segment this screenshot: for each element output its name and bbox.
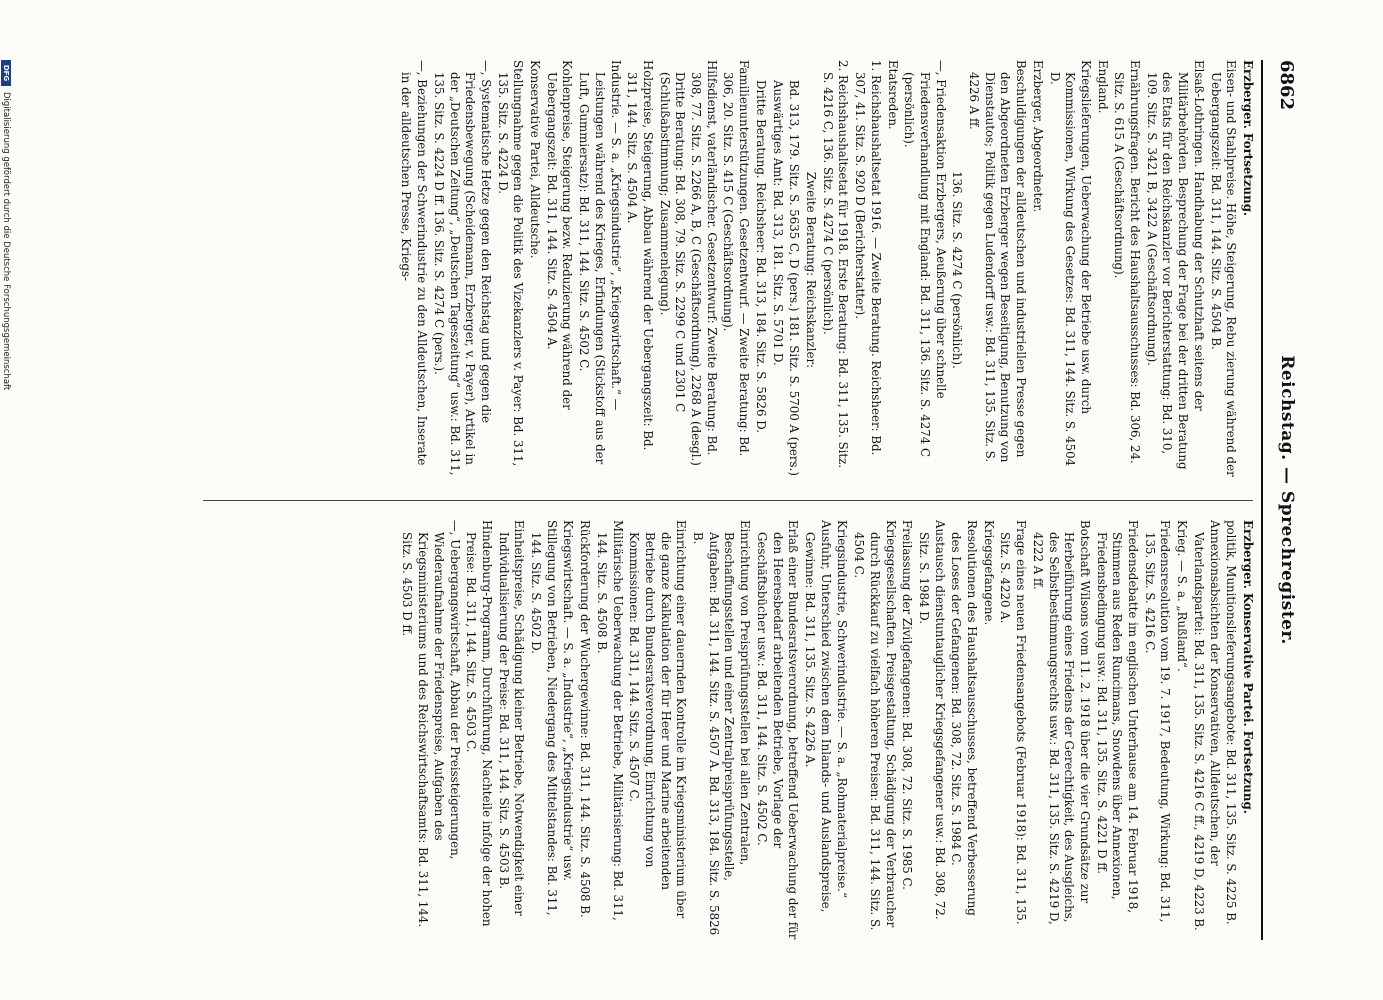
register-entry: Resolutionen des Haushaltsausschusses, betreffend Verbesserung des Loses der Gefangenen: Bd. 308, 72. Sitz. S. 1984 C. — [949, 520, 980, 916]
register-heading: Erzberger. Konservative Partei. Fortsetzung. — [1241, 520, 1255, 814]
register-entry: Bd. 313, 179. Sitz. S. 5635 C, D (pers.) 181. Sitz. S. 5700 A (pers.) — [787, 80, 802, 476]
running-title: Reichstag. — Sprechregister. — [1277, 355, 1297, 645]
register-entry: Rückforderung der Wuchergewinne: Bd. 311, 144. Sitz. S. 4508 B. — [578, 520, 593, 918]
register-entry: Botschaft Wilsons vom 11. 2. 1918 über die vier Grundsätze zur Herbeiführung eines Friedens der Gerechtigkeit, des Ausgleichs, des Selbstbestimmungsrechts usw.: Bd. 311, 135. Sitz. S. 4219 D, 4222 A ff. — [1030, 520, 1092, 925]
register-entry: Auswärtiges Amt: Bd. 313, 181. Sitz. S. 5701 D. — [770, 80, 785, 366]
register-entry: Dritte Beratung. Reichsheer: Bd. 313, 184. Sitz. S. 5826 D. — [753, 80, 768, 433]
register-entry: politik, Munitionslieferungsangebote: Bd. 311, 135. Sitz. S. 4225 B. — [1224, 520, 1239, 925]
register-entry: 1. Reichshaushaltsetat 1916. — Zweite Beratung. Reichsheer: Bd. 307, 41. Sitz. S. 920 D (Berichterstatter). — [853, 60, 883, 456]
register-entry: Einrichtung einer dauernden Kontrolle im Kriegsministerium über die ganze Kalkulation der für Heer und Marine arbeitenden Betriebe durch Bundesratsverordnung, Einrichtung von Kommissionen: Bd. 311, 144. Sitz. S. 4507 C. — [627, 520, 689, 919]
register-entry: Militärische Ueberwachung der Betriebe, Militärisierung: Bd. 311, 144. Sitz. S. 4508 B. — [594, 520, 625, 921]
register-entry: Hindenburg-Programm, Durchführung, Nachteile infolge der hohen Preise: Bd. 311, 144. Sitz. S. 4503 C. — [464, 520, 494, 927]
register-entry: Friedensdebatte im englischen Unterhause am 14. Februar 1918, Stimmen aus Reden Runcimans, Snowdens über Annexionen, Friedensbedingung usw.: Bd. 311, 135. Sitz. S. 4221 D ff. — [1094, 520, 1141, 913]
register-entry: —, Beziehungen der Schwerindustrie zu den Alldeutschen, Inserate in der alldeutschen Presse, Kriegs- — [399, 60, 430, 466]
register-entry: Industrie. — S. a. „Kriegsindustrie“, „Kriegswirtschaft.“ — Leistungen während des Krieges, Erfindungen (Stickstoff aus der Luft, Gummiersatz): Bd. 311, 144. Sitz. S. 4502 C. — [577, 60, 623, 465]
register-entry: Freilassung der Zivilgefangenen: Bd. 308, 72. Sitz. S. 1985 C. — [900, 520, 915, 890]
register-entry: Holzpreise, Steigerung, Abbau während der Uebergangszeit: Bd. 311, 144. Sitz. S. 4504 A. — [625, 60, 655, 451]
register-heading: Erzberger. Fortsetzung. — [1241, 60, 1255, 217]
register-entry: Ausfuhr, Unterschied zwischen dem Inlands- und Auslandspreise, Gewinne: Bd. 311, 135. Sitz. S. 4226 A. — [803, 520, 833, 913]
register-entry: Familienunterstützungen. Gesetzentwurf. — Zweite Beratung: Bd. 306, 20. Sitz. S. 415 C (Geschäftsordnung). — [721, 60, 752, 457]
column-divider — [203, 500, 1253, 501]
register-entry: Beschuldigungen der alldeutschen und industriellen Presse gegen den Abgeordneten Erzberger wegen Beseitigung, Benutzung von Dienstautos; Politik gegen Ludendorff usw.: Bd. 311, 135. Sitz. S. 4226 A ff. — [967, 60, 1029, 463]
right-column — [185, 520, 1255, 940]
register-entry: 2. Reichshaushaltsetat für 1918. Erste Beratung: Bd. 311, 135. Sitz. S. 4216 C, 136. Sitz. S. 4274 C (persönlich). — [820, 60, 851, 469]
register-entry: Erzberger, Abgeordneter. — [1030, 60, 1045, 213]
register-entry: Elsaß-Lothringen. Handhabung der Schutzhaft seitens der Militärbehörden. Besprechung der Frage bei der dritten Beratung des Etats für den Reichskanzler vor Berichterstattung: Bd. 310, 109. Sitz. S. 3421 B, 3422 A (Geschäftsordnung). — [1144, 60, 1206, 470]
dfg-logo: DFG — [1, 60, 11, 86]
register-entry: Einheitspreise, Schädigung kleiner Betriebe, Notwendigkeit einer Individualisierung der Preise: Bd. 311, 144. Sitz. S. 4503 B. — [496, 520, 527, 916]
register-entry: Kriegsindustrie, Schwerindustrie. — S. a. „Rohmaterialpreise.“ — [835, 520, 850, 899]
register-entry: Austausch dienstuntauglicher Kriegsgefangener usw.: Bd. 308, 72. Sitz. S. 1984 D. — [916, 520, 947, 920]
register-entry: —, Uebergangswirtschaft, Abbau der Preissteigerungen, Wiederaufnahme der Friedenspreise, Aufgaben des Kriegsministeriums und des Reichswirtschaftsamts: Bd. 311, 144. Sitz. S. 4503 D ff. — [400, 520, 462, 928]
register-entry: —, Friedensaktion Erzbergers, Aeußerung über schnelle Friedensverhandlung mit England: Bd. 311, 136. Sitz. S. 4274 C (persönlich). — [902, 60, 948, 458]
register-entry: Stillegung von Betrieben, Niedergang des Mittelstandes: Bd. 311, 144. Sitz. S. 4502 D. — [529, 520, 559, 916]
register-entry: England. — [1095, 60, 1110, 114]
register-entry: Erlaß einer Bundesratsverordnung, betreffend Ueberwachung der für den Heeresbedarf arbeitenden Betriebe, Vorlage der Geschäftsbücher usw.: Bd. 311, 144. Sitz. S. 4502 C. — [754, 520, 801, 940]
register-entry: Annexionsabsichten der Konservativen, Alldeutschen, der Vaterlandspartei: Bd. 311, 135. Sitz. S. 4216 C ff., 4219 D, 4223 B. — [1191, 520, 1222, 931]
register-entry: Kriegswirtschaft. — S. a. „Industrie“, „Kriegsindustrie“ usw. — [561, 520, 576, 881]
page-header — [1261, 60, 1303, 940]
page-footer — [0, 60, 11, 1000]
register-entry: Kriegsgesellschaften. Preisgestaltung, Schädigung der Verbraucher durch Rückkauf zu vielfach höheren Preisen: Bd. 311, 144. Sitz. S. 4504 C. — [852, 520, 898, 931]
register-entry: Stellungnahme gegen die Politik des Vizekanzlers v. Payer: Bd. 311, 135. Sitz. S. 4224 D. — [495, 60, 526, 467]
register-entry: Krieg. — S. a. „Rußland“. — [1175, 520, 1190, 672]
register-entry: —, Systematische Hetze gegen den Reichstag und gegen die Friedensbewegung (Scheidemann, Erzberger, v. Payer), Artikel in der „Deutschen Zeitung“, „Deutschen Tageszeitung“ usw.: Bd. 311, 135. Sitz. S. 4224 D ff. 136. Sitz. S. 4274 C (pers.). — [431, 60, 493, 476]
register-entry: Kriegsgefangene. — [981, 520, 996, 626]
register-entry: Einrichtung von Preisprüfungsstellen bei allen Zentralen, Beschaffungsstellen und einer Zentralpreisprüfungsstelle, Aufgaben: Bd. 311, 144. Sitz. S. 4507 A. Bd. 313, 184. Sitz. S. 5826 B. — [691, 520, 753, 936]
register-entry: Eisen- und Stahlpreise. Höhe, Steigerung, Rebu zierung während der Uebergangszeit: Bd. 311, 144. Sitz. S. 4504 B. — [1208, 60, 1239, 477]
register-entry: Ernährungsfragen. Bericht des Haushaltsausschusses: Bd. 306, 24. Sitz. S. 615 A (Geschäftsordnung). — [1112, 60, 1143, 464]
footer-credit: Digitalisierung gefördert durch die Deutsche Forschungsgemeinschaft — [1, 92, 11, 391]
left-column — [185, 60, 1255, 480]
register-entry: Zweite Beratung: Reichskanzler: — [804, 171, 819, 369]
register-entry: Hilfsdienst, vaterländischer. Gesetzentwurf: Zweite Beratung: Bd. 308, 77. Sitz. S. 2266 A, B, C (Geschäftsordnung), 2268 A (desgl.) Dritte Beratung: Bd. 308, 79. Sitz. S. 2299 C und 2301 C (Schlußabstimmung; Zusammenlegung). — [657, 60, 719, 466]
register-entry: Etatsreden. — [885, 60, 900, 130]
page-number: 6862 — [1276, 60, 1297, 111]
register-entry: Frage eines neuen Friedensangebots (Februar 1918): Bd. 311, 135. Sitz. S. 4220 A. — [998, 520, 1029, 925]
register-entry: Kohlenpreise, Steigerung bezw. Reduzierung während der Uebergangszeit: Bd. 311, 144. Sitz. S. 4504 A. — [544, 60, 575, 410]
register-entry: 136. Sitz. S. 4274 C (persönlich). — [950, 171, 965, 369]
register-entry: Kriegslieferungen, Ueberwachung der Betriebe usw. durch Kommissionen, Wirkung des Gesetzes: Bd. 311, 144. Sitz. S. 4504 D. — [1047, 60, 1093, 467]
register-entry: Friedensresolution vom 19. 7. 1917, Bedeutung, Wirkung: Bd. 311, 135. Sitz. S. 4216 C. — [1142, 520, 1173, 923]
register-entry: Konservative Partei, Alldeutsche. — [528, 60, 543, 259]
